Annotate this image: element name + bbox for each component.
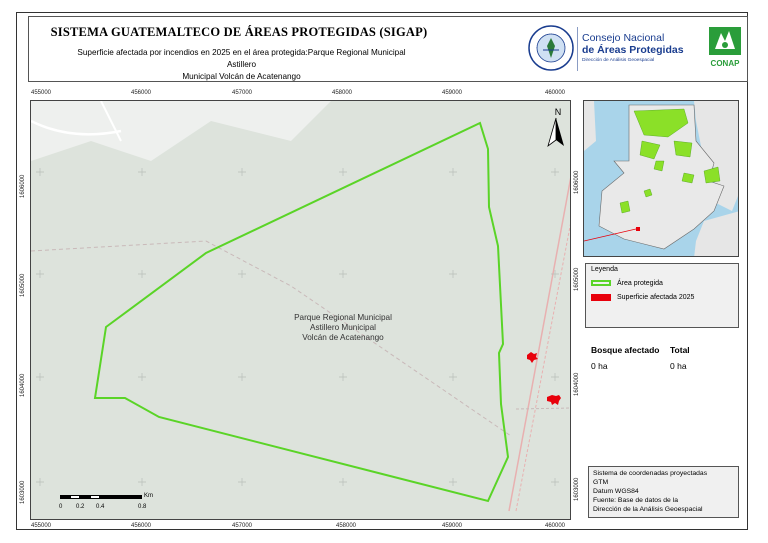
stats-value-total: 0 ha <box>670 361 687 371</box>
info-line-2: GTM <box>593 479 609 486</box>
info-line-4: Fuente: Base de datos de la <box>593 497 679 504</box>
inset-locator-map[interactable] <box>583 100 739 257</box>
stats-header-total: Total <box>670 345 690 355</box>
x-tick-bottom-458000: 458000 <box>336 523 357 529</box>
logo-divider <box>577 27 578 71</box>
legend-panel <box>585 263 739 328</box>
logos-group <box>524 19 746 79</box>
guatemala-seal-logo <box>527 24 575 72</box>
x-tick-bottom-460000: 460000 <box>545 523 566 529</box>
y-tick-left-1603000: 1603000 <box>20 480 26 504</box>
map-background <box>31 101 571 520</box>
y-tick-right-1606000: 1606000 <box>574 170 580 194</box>
x-tick-top-458000: 458000 <box>332 90 353 96</box>
info-line-3: Datum WGS84 <box>593 488 639 495</box>
stats-value-forest: 0 ha <box>591 361 608 371</box>
scale-label-0: 0 <box>59 504 63 510</box>
conap-name-line-1: Consejo Nacional <box>582 32 665 44</box>
north-arrow-icon <box>546 106 566 148</box>
area-label-line-2: Astillero Municipal <box>310 323 376 332</box>
x-tick-bottom-456000: 456000 <box>131 523 152 529</box>
inset-location-marker <box>636 227 640 231</box>
area-label-line-3: Volcán de Acatenango <box>302 333 384 342</box>
north-label: N <box>554 107 562 117</box>
y-tick-left-1604000: 1604000 <box>20 373 26 397</box>
scale-label-0-8: 0.8 <box>138 504 147 510</box>
page-subtitle <box>69 47 414 83</box>
info-line-5: Dirección de la Análisis Geoespacial <box>593 506 703 513</box>
x-tick-top-459000: 459000 <box>442 90 463 96</box>
y-tick-left-1605000: 1605000 <box>20 273 26 297</box>
x-tick-bottom-457000: 457000 <box>232 523 253 529</box>
x-tick-bottom-459000: 459000 <box>442 523 463 529</box>
scale-label-0-4: 0.4 <box>96 504 105 510</box>
scale-unit: Km <box>144 493 153 499</box>
legend-item-affected-surface <box>591 292 694 302</box>
y-tick-right-1603000: 1603000 <box>574 477 580 501</box>
main-map[interactable] <box>30 100 571 520</box>
y-tick-right-1605000: 1605000 <box>574 267 580 291</box>
scale-segment-4 <box>90 495 100 499</box>
info-panel <box>588 466 739 518</box>
conap-logo-text: CONAP <box>710 59 740 68</box>
y-tick-right-1604000: 1604000 <box>574 372 580 396</box>
legend-title: Leyenda <box>591 266 618 273</box>
stats-header-forest: Bosque afectado <box>591 345 660 355</box>
legend-label-affected-surface: Superficie afectada 2025 <box>617 293 695 301</box>
legend-item-protected-area <box>591 278 663 288</box>
conap-name-line-3: Dirección de Análisis Geoespacial <box>582 58 655 63</box>
y-tick-left-1606000: 1606000 <box>20 174 26 198</box>
page-title: SISTEMA GUATEMALTECO DE ÁREAS PROTEGIDAS (SIGAP) <box>50 25 428 39</box>
scale-segment-5 <box>100 495 142 499</box>
scale-label-0-2: 0.2 <box>76 504 85 510</box>
x-tick-bottom-455000: 455000 <box>31 523 52 529</box>
inset-map-canvas <box>584 101 739 257</box>
x-tick-top-455000: 455000 <box>31 90 52 96</box>
scale-segment-2 <box>70 495 80 499</box>
header-panel <box>28 16 748 82</box>
x-tick-top-457000: 457000 <box>232 90 253 96</box>
legend-swatch-affected-surface <box>591 294 611 301</box>
x-tick-top-456000: 456000 <box>131 90 152 96</box>
info-line-1: Sistema de coordenadas proyectadas <box>593 470 708 477</box>
legend-swatch-protected-area <box>591 280 611 286</box>
scale-segment-3 <box>80 495 90 499</box>
subtitle-line-2: Municipal Volcán de Acatenango <box>182 72 301 81</box>
main-map-canvas <box>31 101 571 520</box>
subtitle-line-1: Superficie afectada por incendios en 2025 en el área protegida:Parque Regional Municipal Astillero <box>77 48 406 69</box>
x-tick-top-460000: 460000 <box>545 90 566 96</box>
conap-name-line-2: de Áreas Protegidas <box>582 44 684 56</box>
conap-logo <box>707 25 743 69</box>
protected-area-label <box>268 313 418 343</box>
scale-segment-1 <box>60 495 70 499</box>
legend-label-protected-area: Área protegida <box>617 279 663 287</box>
area-label-line-1: Parque Regional Municipal <box>294 313 392 322</box>
